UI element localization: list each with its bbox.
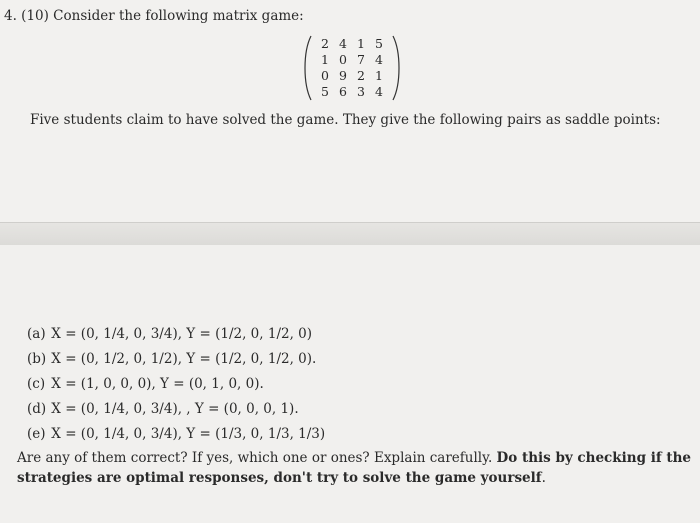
matrix-cell: 6 <box>339 84 347 99</box>
matrix-cell: 1 <box>321 52 329 67</box>
matrix-row <box>316 84 388 100</box>
matrix-left-bracket <box>300 34 314 102</box>
matrix-right-bracket <box>390 34 404 102</box>
matrix-row <box>316 68 388 84</box>
matrix-cell: 3 <box>357 84 365 99</box>
matrix-cell: 4 <box>375 84 383 99</box>
question-header: 4. (10) Consider the following matrix game: <box>4 8 304 24</box>
option-text: X = (0, 1/4, 0, 3/4), , Y = (0, 0, 0, 1). <box>51 401 299 417</box>
option-text: X = (0, 1/2, 0, 1/2), Y = (1/2, 0, 1/2, 0). <box>51 351 317 367</box>
payoff-matrix <box>300 34 404 102</box>
matrix-cell: 2 <box>357 68 365 83</box>
matrix-cell: 5 <box>375 36 383 51</box>
conclusion-period: . <box>541 470 546 486</box>
option-label: (b) <box>27 351 47 367</box>
option-d <box>27 401 299 417</box>
option-text: X = (0, 1/4, 0, 3/4), Y = (1/3, 0, 1/3, 1/3) <box>51 426 326 442</box>
matrix-cell: 5 <box>321 84 329 99</box>
conclusion-line-2 <box>17 470 546 486</box>
page-separator-band <box>0 222 700 246</box>
option-label: (d) <box>27 401 47 417</box>
matrix-cell: 1 <box>375 68 383 83</box>
matrix-cell: 0 <box>321 68 329 83</box>
option-text: X = (1, 0, 0, 0), Y = (0, 1, 0, 0). <box>51 376 264 392</box>
option-b <box>27 351 316 367</box>
option-text: X = (0, 1/4, 0, 3/4), Y = (1/2, 0, 1/2, 0) <box>51 326 313 342</box>
conclusion-emphasis: Do this by checking if the <box>496 450 691 466</box>
conclusion-text: Are any of them correct? If yes, which one or ones? Explain carefully. <box>17 450 497 466</box>
option-label: (c) <box>27 376 46 392</box>
matrix-row <box>316 52 388 68</box>
option-c <box>27 376 264 392</box>
matrix-cell: 1 <box>357 36 365 51</box>
option-label: (a) <box>27 326 46 342</box>
option-a <box>27 326 312 342</box>
matrix-cell: 9 <box>339 68 347 83</box>
intro-text: Five students claim to have solved the game. They give the following pairs as saddle points: <box>30 112 661 128</box>
matrix-cell: 4 <box>375 52 383 67</box>
matrix-cell: 7 <box>357 52 365 67</box>
matrix-cell: 4 <box>339 36 347 51</box>
matrix-cell: 0 <box>339 52 347 67</box>
conclusion-emphasis: strategies are optimal responses, don't try to solve the game yourself <box>17 470 542 486</box>
option-e <box>27 426 325 442</box>
matrix-cell: 2 <box>321 36 329 51</box>
option-label: (e) <box>27 426 46 442</box>
matrix-row <box>316 36 388 52</box>
conclusion-line-1 <box>17 450 691 466</box>
